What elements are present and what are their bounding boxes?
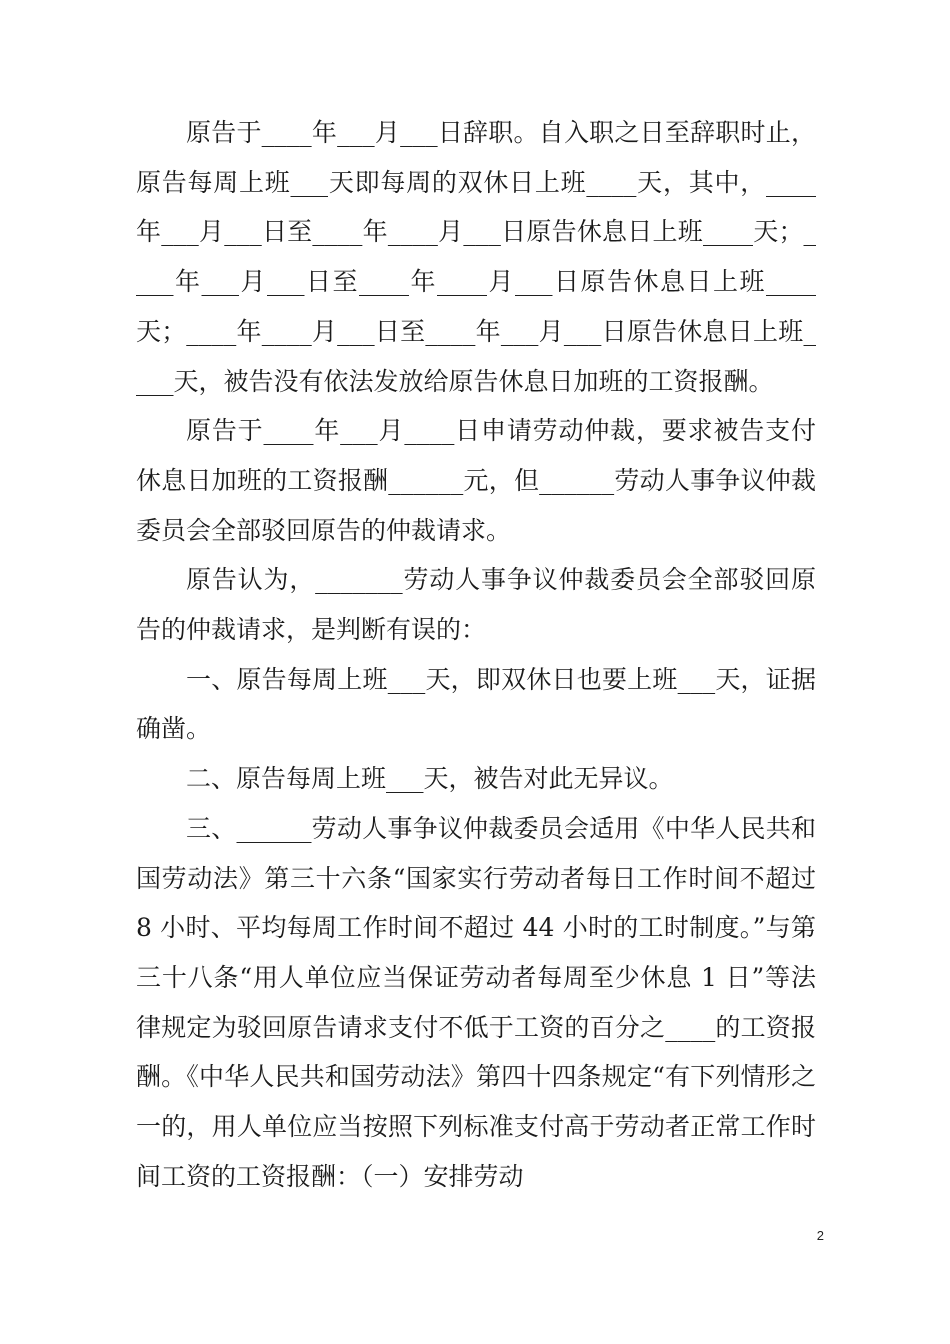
page-number: 2 [816,1228,824,1243]
paragraph-point-three: 三、______劳动人事争议仲裁委员会适用《中华人民共和国劳动法》第三十六条“国家实行劳动者每日工作时间不超过 8 小时、平均每周工作时间不超过 44 小时的工时制度。”与第三十八条“用人单位应当保证劳动者每周至少休息 1 日”等法律规定为驳回原告请求支付不低于工资的百分之____的工资报酬。《中华人民共和国劳动法》第四十四条规定“有下列情形之一的，用人单位应当按照下列标准支付高于劳动者正常工作时间工资的工资报酬：（一）安排劳动 [136,813,816,1191]
paragraph-point-one: 一、原告每周上班___天，即双休日也要上班___天，证据确凿。 [136,664,816,744]
paragraph-point-two: 二、原告每周上班___天，被告对此无异议。 [186,764,674,794]
paragraph-arbitration-request: 原告于____年___月____日申请劳动仲裁，要求被告支付休息日加班的工资报酬______元，但______劳动人事争议仲裁委员会全部驳回原告的仲裁请求。 [136,416,816,545]
paragraph-resignation-overtime: 原告于____年___月___日辞职。自入职之日至辞职时止，原告每周上班___天即每周的双休日上班____天，其中，____年___月___日至____年____月___日原告休息日上班____天；____年___月___日至____年____月___日原告休息日上班____天；____年____月___日至____年___月___日原告休息日上班____天，被告没有依法发放给原告休息日加班的工资报酬。 [136,118,816,396]
document-body [136,108,816,1201]
paragraph-plaintiff-claim: 原告认为，_______劳动人事争议仲裁委员会全部驳回原告的仲裁请求，是判断有误的： [136,565,816,645]
